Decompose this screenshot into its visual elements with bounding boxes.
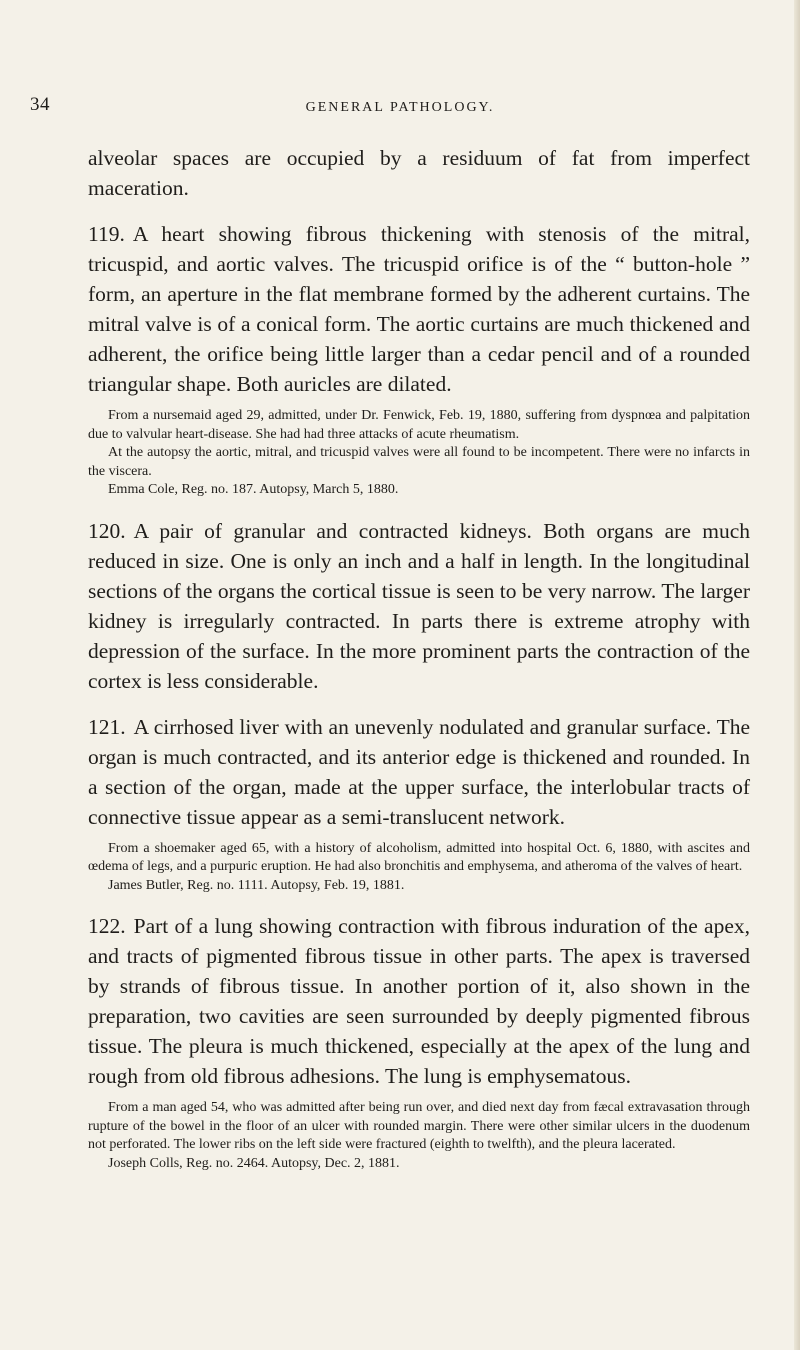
specimen-text: A cirrhosed liver with an unevenly nodulated and granular surface. The organ is much contracted, and its anterior edge is thickened and rounded. In a section of the organ, made at the upper surface, the interlobular tracts of connective tissue appear as a semi-translucent network. <box>88 714 750 829</box>
case-note: James Butler, Reg. no. 1111. Autopsy, Feb. 19, 1881. <box>108 877 405 893</box>
specimen-text: Part of a lung showing contraction with fibrous induration of the apex, and tracts of pigmented fibrous tissue in other parts. The apex is traversed by strands of fibrous tissue. In another portion of it, also shown in the preparation, two cavities are seen surrounded by deeply pigmented fibrous tissue. The pleura is much thickened, especially at the apex of the lung and rough from old fibrous adhesions. The lung is emphysematous. <box>88 914 750 1088</box>
specimen-121 <box>88 712 750 896</box>
specimen-number: 121. <box>88 714 126 739</box>
case-note: From a shoemaker aged 65, with a history of alcoholism, admitted into hospital Oct. 6, 1880, with ascites and œdema of legs, and a purpuric eruption. He had also bronchitis and emphysema, and atheroma of the valves of heart. <box>88 840 750 874</box>
specimen-description <box>88 911 750 1091</box>
specimen-120 <box>88 516 750 696</box>
specimen-number: 120. <box>88 518 126 543</box>
specimen-119 <box>88 219 750 500</box>
specimen-text: A pair of granular and contracted kidneys. Both organs are much reduced in size. One is only an inch and a half in length. In the longitudinal sections of the organs the cortical tissue is seen to be very narrow. The larger kidney is irregularly contracted. In parts there is extreme atrophy with depression of the surface. In the more prominent parts the contraction of the cortex is less considerable. <box>88 518 750 693</box>
intro-paragraph: alveolar spaces are occupied by a residuum of fat from imperfect maceration. <box>88 146 750 200</box>
case-notes <box>88 1099 750 1173</box>
page-body <box>88 143 750 1189</box>
case-note: Joseph Colls, Reg. no. 2464. Autopsy, Dec. 2, 1881. <box>108 1155 400 1171</box>
specimen-description <box>88 516 750 696</box>
specimen-text: A heart showing fibrous thickening with stenosis of the mitral, tricuspid, and aortic valves. The tricuspid orifice is of the “ button-hole ” form, an aperture in the flat membrane formed by the adherent curtains. The mitral valve is of a conical form. The aortic curtains are much thickened and adherent, the orifice being little larger than a cedar pencil and of a rounded triangular shape. Both auricles are dilated. <box>88 222 750 396</box>
specimen-number: 119. <box>88 222 125 246</box>
case-note: From a man aged 54, who was admitted after being run over, and died next day from fæcal extravasation through rupture of the bowel in the floor of an ulcer with rounded margin. There were other similar ulcers in the duodenum not perforated. The lower ribs on the left side were fractured (eighth to twelfth), and the pleura lacerated. <box>88 1100 750 1152</box>
case-notes <box>88 840 750 896</box>
page-number: 34 <box>30 94 50 115</box>
case-note: From a nursemaid aged 29, admitted, under Dr. Fenwick, Feb. 19, 1880, suffering from dyspnœa and palpitation due to valvular heart-disease. She had had three attacks of acute rheumatism. <box>88 408 750 442</box>
specimen-description <box>88 712 750 832</box>
specimen-122 <box>88 911 750 1173</box>
page-edge-shadow <box>794 0 800 1350</box>
case-note: At the autopsy the aortic, mitral, and tricuspid valves were all found to be incompetent. There were no infarcts in the viscera. <box>88 445 750 479</box>
case-notes <box>88 407 750 500</box>
specimen-description <box>88 219 750 399</box>
running-title: GENERAL PATHOLOGY. <box>305 100 495 115</box>
specimen-number: 122. <box>88 914 126 938</box>
case-note: Emma Cole, Reg. no. 187. Autopsy, March 5, 1880. <box>108 482 399 497</box>
